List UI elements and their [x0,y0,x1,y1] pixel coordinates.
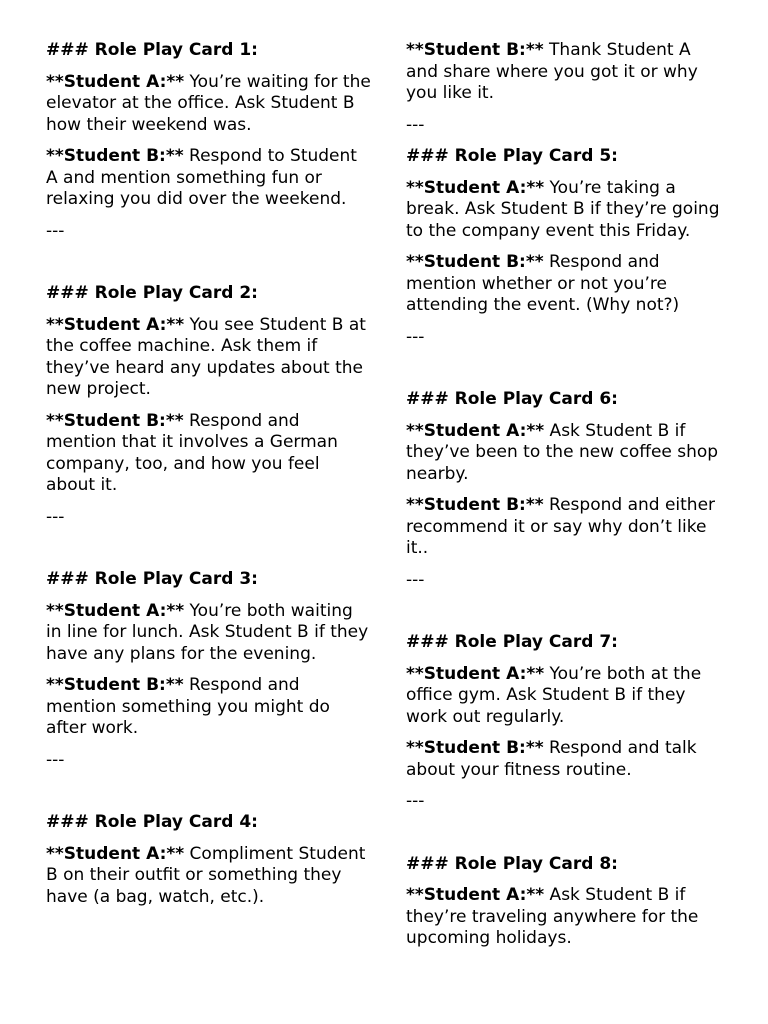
student-a-label: **Student A:** [406,177,545,198]
card-8-heading: ### Role Play Card 8: [406,853,618,874]
student-a-label: **Student A:** [46,600,185,621]
student-b-label: **Student B:** [406,738,544,758]
card-2-student-b [46,411,371,497]
student-b-label: **Student B:** [46,146,184,166]
student-a-label: **Student A:** [46,71,185,92]
student-a-text: You’re both waiting in line for lunch. Ask Student B if they have any plans for the evening. [46,600,369,664]
card-2-heading: ### Role Play Card 2: [46,283,258,303]
card-1-student-a [46,72,371,137]
right-column [406,40,726,960]
student-a-text: Ask Student B if they’re traveling anywhere for the upcoming holidays. [406,885,699,948]
student-a-text: Ask Student B if they’ve been to the new coffee shop nearby. [406,420,719,484]
card-4-student-a [46,844,371,909]
card-1-student-b [46,146,371,211]
student-a-text: You see Student B at the coffee machine. Ask them if they’ve heard any updates about the new project. [46,314,366,399]
card-4-separator: --- [406,114,425,135]
card-5-student-a [406,178,726,243]
student-b-text: Respond to Student A and mention something fun or relaxing you did over the weekend. [46,146,357,209]
student-a-text: You’re waiting for the elevator at the office. Ask Student B how their weekend was. [46,71,371,135]
card-8-student-a [406,885,726,950]
card-3-heading: ### Role Play Card 3: [46,569,258,589]
student-a-text: You’re taking a break. Ask Student B if they’re going to the company event this Friday. [406,177,720,241]
student-b-label: **Student B:** [406,40,544,60]
card-6-student-b [406,495,726,560]
student-b-label: **Student B:** [406,252,544,272]
student-b-label: **Student B:** [406,495,544,515]
student-b-text: Respond and mention that it involves a German company, too, and how you feel about it. [46,410,338,495]
card-5-separator: --- [406,326,425,347]
card-3-student-a [46,601,371,666]
card-2-student-a [46,315,371,401]
card-7-student-b [406,738,726,781]
card-7-heading: ### Role Play Card 7: [406,632,618,652]
student-a-label: **Student A:** [406,885,545,905]
card-6-student-a [406,421,726,486]
card-1-heading: ### Role Play Card 1: [46,40,258,60]
student-a-label: **Student A:** [406,420,545,441]
student-b-text: Respond and mention whether or not you’re attending the event. (Why not?) [406,252,680,315]
student-a-label: **Student A:** [46,314,185,335]
card-2-separator: --- [46,506,65,527]
student-a-label: **Student A:** [46,843,185,864]
card-6-heading: ### Role Play Card 6: [406,389,618,409]
student-b-text: Respond and talk about your fitness routine. [406,738,697,780]
card-4-student-b [406,40,726,105]
card-3-student-b [46,675,371,740]
student-b-text: Respond and mention something you might do after work. [46,675,330,738]
student-a-text: Compliment Student B on their outfit or something they have (a bag, watch, etc.). [46,843,366,907]
student-b-text: Respond and either recommend it or say why don’t like it.. [406,495,716,558]
left-column [46,40,371,918]
student-a-label: **Student A:** [406,663,545,684]
card-4-heading: ### Role Play Card 4: [46,812,258,832]
card-6-separator: --- [406,569,425,590]
card-3-separator: --- [46,749,65,770]
student-b-label: **Student B:** [46,675,184,695]
student-a-text: You’re both at the office gym. Ask Student B if they work out regularly. [406,663,702,727]
card-1-separator: --- [46,220,65,241]
card-7-separator: --- [406,791,425,811]
card-5-student-b [406,252,726,317]
card-5-heading: ### Role Play Card 5: [406,146,618,166]
student-b-text: Thank Student A and share where you got it or why you like it. [406,40,698,103]
student-b-label: **Student B:** [46,410,184,431]
card-7-student-a [406,664,726,729]
